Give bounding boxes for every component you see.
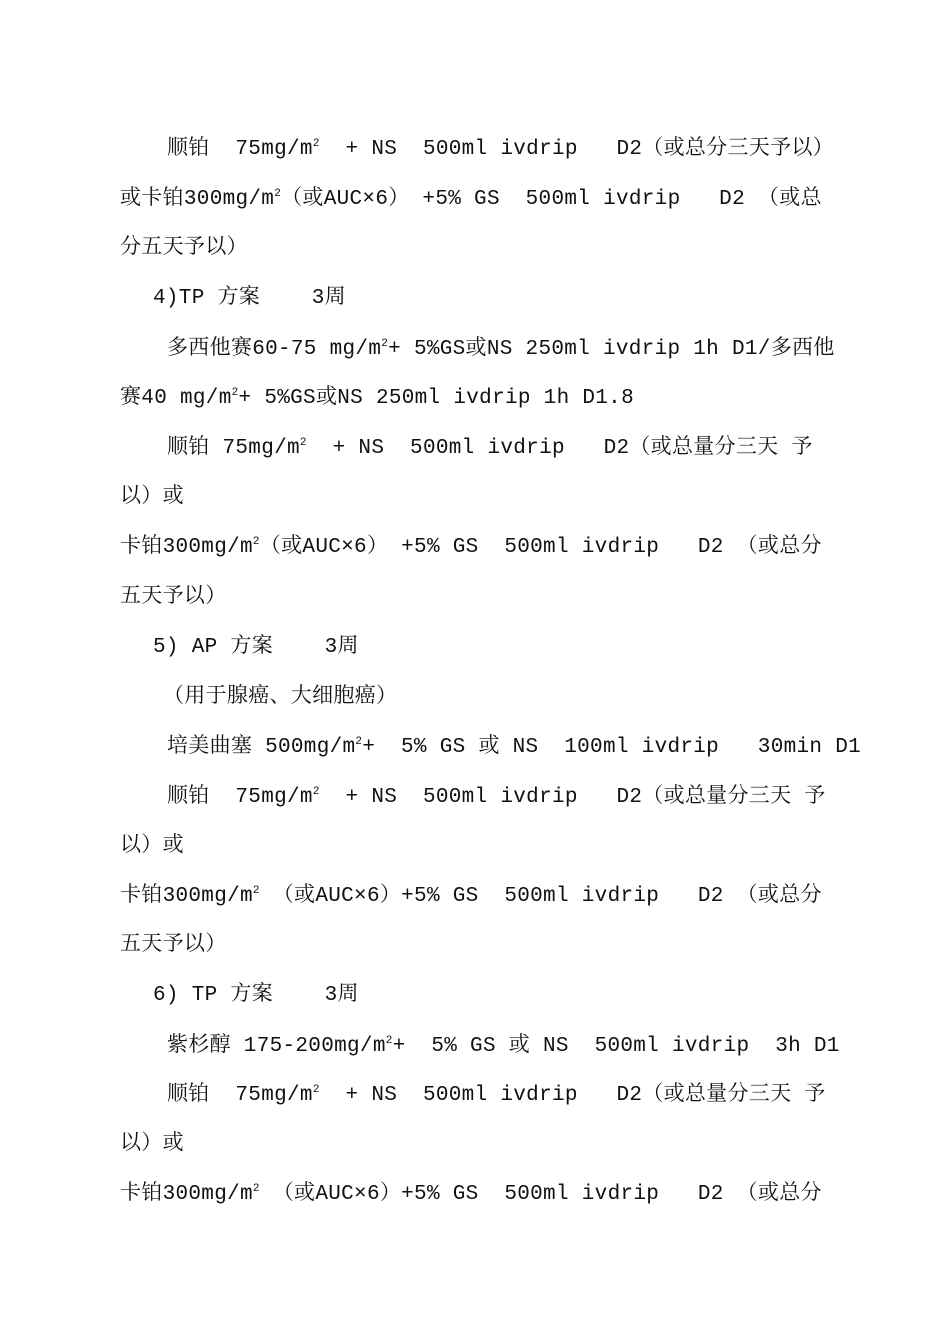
text-line: 卡铂$300mg/m^2$（或AUC×6） +5% GS 500ml ivdrip D2 （或总分 — [120, 536, 822, 559]
text-line: 以）或 — [120, 835, 184, 858]
text-line: 赛40 $mg/m^2+ 5\%GS$或NS 250ml ivdrip 1h D1.8 — [120, 387, 634, 410]
text-line: 顺铂 $75mg/m^2$ + NS 500ml ivdrip D2（或总量分三天 予 — [167, 437, 813, 460]
text-line: 五天予以） — [120, 934, 227, 957]
text-line: 或卡铂$300mg/m^2$（或AUC×6） +5% GS 500ml ivdrip D2 （或总 — [120, 188, 822, 211]
text-line: 五天予以） — [120, 586, 227, 609]
text-line: 以）或 — [120, 486, 184, 509]
text-line: 多西他赛60-75 $mg/m^2+ 5\%GS$或NS 250ml ivdrip 1h D1/多西他 — [167, 338, 835, 361]
text-line: 分五天予以） — [120, 237, 248, 260]
text-line: 顺铂 $75mg/m^2$ + NS 500ml ivdrip D2（或总分三天予以） — [167, 138, 834, 161]
text-line: 顺铂 $75mg/m^2$ + NS 500ml ivdrip D2（或总量分三天 予 — [167, 786, 826, 809]
section-heading: 6) TP 方案 3周 — [153, 984, 359, 1007]
text-line: 培美曲塞 $500mg/m^2+ 5\%$ GS 或 NS 100ml ivdrip 30min D1 — [167, 736, 862, 759]
text-line: 以）或 — [120, 1133, 184, 1156]
text-line: （用于腺癌、大细胞癌） — [163, 686, 398, 709]
section-heading: 4)TP 方案 3周 — [153, 287, 346, 310]
section-heading: 5) AP 方案 3周 — [153, 636, 359, 659]
text-line: 紫杉醇 $175-200mg/m^2+ 5\%$ GS 或 NS 500ml ivdrip 3h D1 — [167, 1035, 840, 1058]
text-line: 卡铂$300mg/m^2$ （或AUC×6）+5% GS 500ml ivdrip D2 （或总分 — [120, 885, 822, 908]
text-line: 顺铂 $75mg/m^2$ + NS 500ml ivdrip D2（或总量分三天 予 — [167, 1084, 826, 1107]
text-line: 卡铂$300mg/m^2$ （或AUC×6）+5% GS 500ml ivdrip D2 （或总分 — [120, 1183, 822, 1206]
